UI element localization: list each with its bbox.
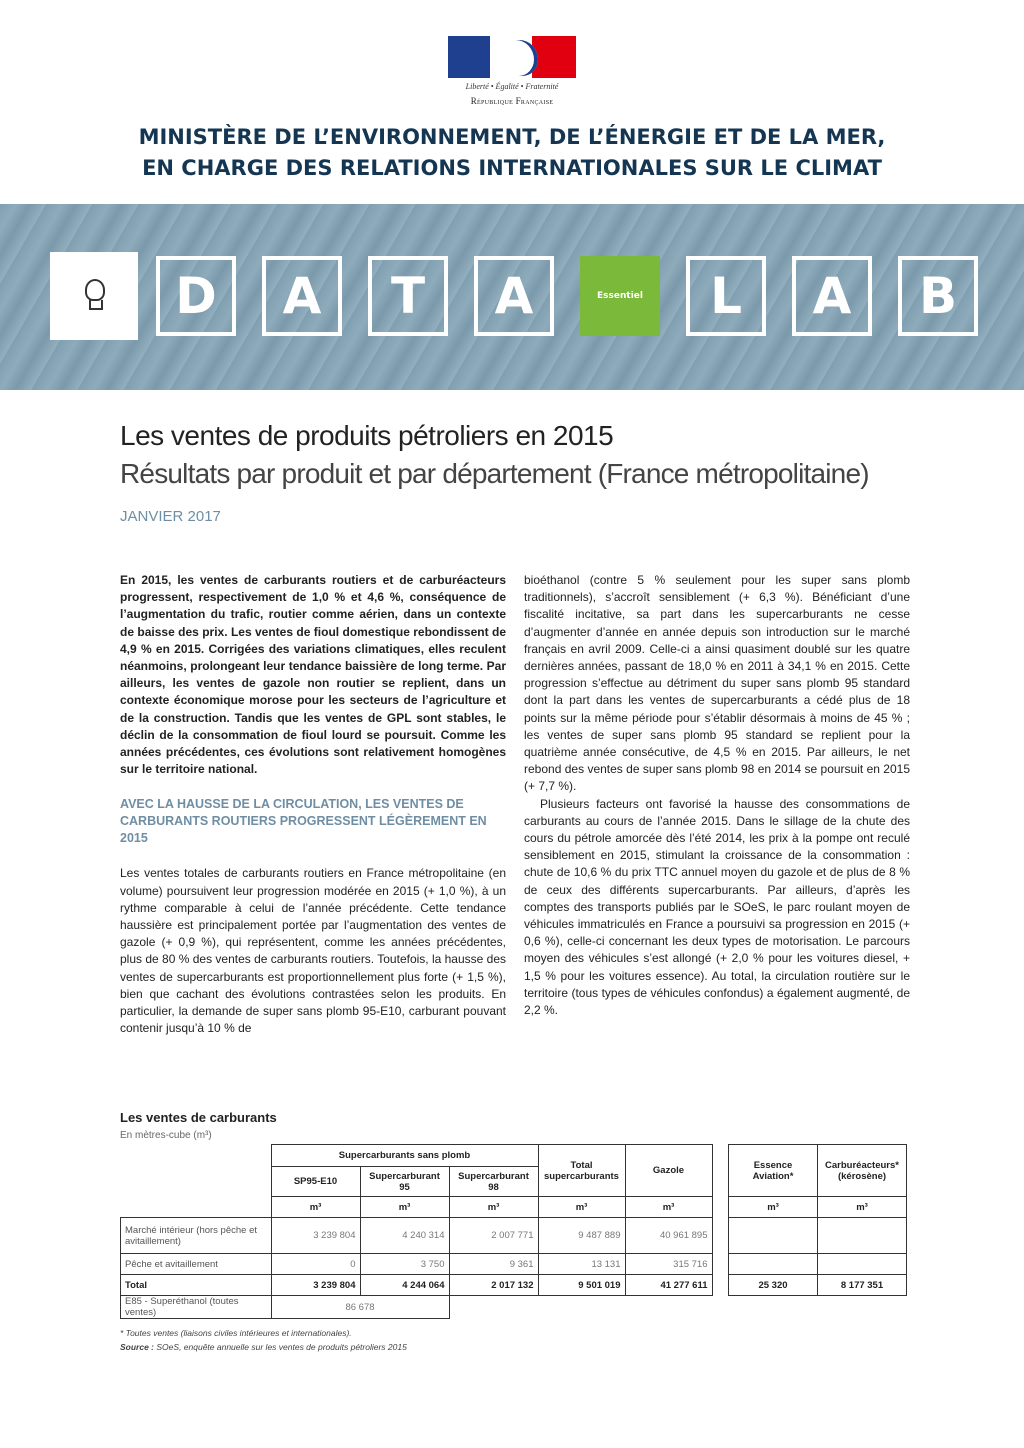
table-unit-cell: m³ [271,1197,360,1218]
table-unit: En mètres-cube (m³) [120,1130,212,1141]
table-row [121,1254,713,1275]
banner-letter: D [156,256,236,336]
table-cell: 2 017 132 [449,1275,538,1296]
document-subtitle: Résultats par produit et par département (France métropolitaine) [120,458,869,489]
table-column-header: SP95-E10 [271,1167,360,1197]
table-cell: 86 678 [271,1296,449,1319]
table-total-row [729,1275,907,1296]
table-unit-cell: m³ [625,1197,712,1218]
source-label: Source : [120,1342,155,1352]
table-cell: 3 239 804 [271,1218,360,1254]
table-source [120,1342,407,1352]
table-column-header: Gazole [625,1145,712,1197]
body-paragraph: bioéthanol (contre 5 % seulement pour les super sans plomb traditionnels), s’accroît sensiblement (+ 6,3 %). Bénéficiant d’une fiscalité incitative, sa part dans les supercarburants ne cesse d’augmenter d’année en année depuis son introduction sur le marché français en avril 2009. Celle-ci a ainsi quasiment doublé sur les quatre dernières années, passant de 18,0 % en 2011 à 34,1 % en 2015. Cette progression s’effectue au détriment du super sans plomb 95 standard dont la part dans les ventes de supercarburants a cédé plus de 18 points sur la même période pour s’établir désormais à moins de 45 % ; les ventes de super sans plomb 95 standard se replient pour la quatrième année consécutive, de 4,5 % en 2015. Par ailleurs, le net rebond des ventes de super sans plomb 98 en 2014 se poursuit en 2015 (+ 7,7 %). [524,573,910,794]
table-cell: 8 177 351 [818,1275,907,1296]
row-label: E85 - Superéthanol (toutes ventes) [121,1296,272,1319]
lead-paragraph: En 2015, les ventes de carburants routiers et de carburéacteurs progressent, respectivement de 1,0 % et 4,6 %, conséquence de l’augmentation du trafic, routier comme aérien, dans un contexte de baisse des prix. Les ventes de fioul domestique rebondissent de 4,9 % en 2015. Corrigées des variations climatiques, elles reculent néanmoins, prolongeant leur tendance baissière de long terme. Par ailleurs, les ventes de gazole non routier se replient, dans un contexte économique morose pour les secteurs de l’agriculture et de la construction. Tandis que les ventes de GPL sont stables, le déclin de la consommation de fioul lourd se poursuit. Comme les années précédentes, ces évolutions sont relativement homogènes sur le territoire national. [120,573,506,777]
table-cell: 2 007 771 [449,1218,538,1254]
republic-motto: Liberté • Égalité • Fraternité [465,82,559,91]
table-unit-cell: m³ [360,1197,449,1218]
banner-letter: A [474,256,554,336]
banner-letter: A [262,256,342,336]
table-footnote: * Toutes ventes (liaisons civiles intérieures et internationales). [120,1328,352,1338]
table-cell: 4 244 064 [360,1275,449,1296]
table-cell: 41 277 611 [625,1275,712,1296]
table-column-header: Total supercarburants [538,1145,625,1197]
ministry-line-1: MINISTÈRE DE L’ENVIRONNEMENT, DE L’ÉNERGIE ET DE LA MER, [138,125,886,149]
aviation-fuel-table [728,1144,907,1296]
table-column-header: Carburéacteurs* (kérosène) [818,1145,907,1197]
table-unit-cell: m³ [818,1197,907,1218]
table-cell: 9 501 019 [538,1275,625,1296]
table-cell: 13 131 [538,1254,625,1275]
ministry-name [0,122,1024,184]
table-cell: 0 [271,1254,360,1275]
table-row [121,1296,713,1319]
banner-letter: B [898,256,978,336]
text-column-right [524,572,910,1019]
table-column-header: Supercarburant 95 [360,1167,449,1197]
table-title: Les ventes de carburants [120,1110,277,1125]
table-cell: 40 961 895 [625,1218,712,1254]
table-row [121,1218,713,1254]
banner-letter: T [368,256,448,336]
banner-letter: L [686,256,766,336]
table-cell: 4 240 314 [360,1218,449,1254]
table-cell: 3 239 804 [271,1275,360,1296]
table-column-header: Supercarburant 98 [449,1167,538,1197]
table-unit-cell: m³ [729,1197,818,1218]
banner-letter: A [792,256,872,336]
fuel-sales-table [120,1144,713,1319]
row-label: Pêche et avitaillement [121,1254,272,1275]
section-heading: AVEC LA HAUSSE DE LA CIRCULATION, LES VENTES DE CARBURANTS ROUTIERS PROGRESSENT LÉGÈREMENT EN 2015 [120,797,487,846]
row-label: Marché intérieur (hors pêche et avitaillement) [121,1218,272,1254]
essentiel-badge: Essentiel [580,256,660,336]
text-column-left [120,572,506,1037]
publication-date: JANVIER 2017 [120,508,221,525]
table-unit-cell: m³ [449,1197,538,1218]
table-cell: 315 716 [625,1254,712,1275]
source-text: SOeS, enquête annuelle sur les ventes de produits pétroliers 2015 [156,1342,407,1352]
table-unit-cell: m³ [538,1197,625,1218]
table-group-header: Supercarburants sans plomb [271,1145,538,1167]
table-column-header: Essence Aviation* [729,1145,818,1197]
republic-logo [448,36,576,112]
body-paragraph: Plusieurs facteurs ont favorisé la hausse des consommations de carburants au cours de l’année 2015. Dans le sillage de la chute des cours du pétrole amorcée dès l’été 2014, les prix à la pompe ont reculé sensiblement en 2015, stimulant la croissance de la consommation : chute de 10,6 % du prix TTC annuel moyen du gazole et de plus de 8 % de ceux des différents supercarburants. Par ailleurs, d’après les comptes des transports publiés par le SOeS, le parc roulant moyen de véhicules immatriculés en France a poursuivi sa progression en 2015 (+ 0,6 %), celle-ci concernant les deux types de motorisation. Le parcours moyen des véhicules s’est allongé (+ 2,0 % pour les voitures diesel, + 1,5 % pour les voitures essence). Au total, la circulation routière sur le territoire (tous types de véhicules confondus) a également augmenté, de 2,2 %. [524,796,910,1018]
table-total-row [121,1275,713,1296]
ministry-line-2: EN CHARGE DES RELATIONS INTERNATIONALES SUR LE CLIMAT [142,156,882,180]
marianne-flag-icon [448,36,576,78]
table-cell: 3 750 [360,1254,449,1275]
body-paragraph: Les ventes totales de carburants routiers en France métropolitaine (en volume) poursuivent leur progression modérée en 2015 (+ 1,0 %), à un rythme comparable à celui de l’année précédente. Cette tendance haussière est principalement portée par l’augmentation des ventes de gazole (+ 0,9 %), qui représentent, comme les années précédentes, plus de 80 % des ventes de carburants routiers. Toutefois, la hausse des ventes de supercarburants est proportionnellement plus forte (+ 1,5 %), bien que cachant des évolutions contrastées selon les produits. En particulier, la demande de super sans plomb 95-E10, carburant pouvant contenir jusqu’à 10 % de [120,866,507,1036]
document-title: Les ventes de produits pétroliers en 2015 [120,420,614,451]
table-cell: 25 320 [729,1275,818,1296]
lightbulb-logo-icon [50,252,138,340]
table-cell: 9 487 889 [538,1218,625,1254]
row-label: Total [121,1275,272,1296]
republic-name: République Française [470,96,554,106]
datalab-banner [0,204,1024,390]
table-cell: 9 361 [449,1254,538,1275]
